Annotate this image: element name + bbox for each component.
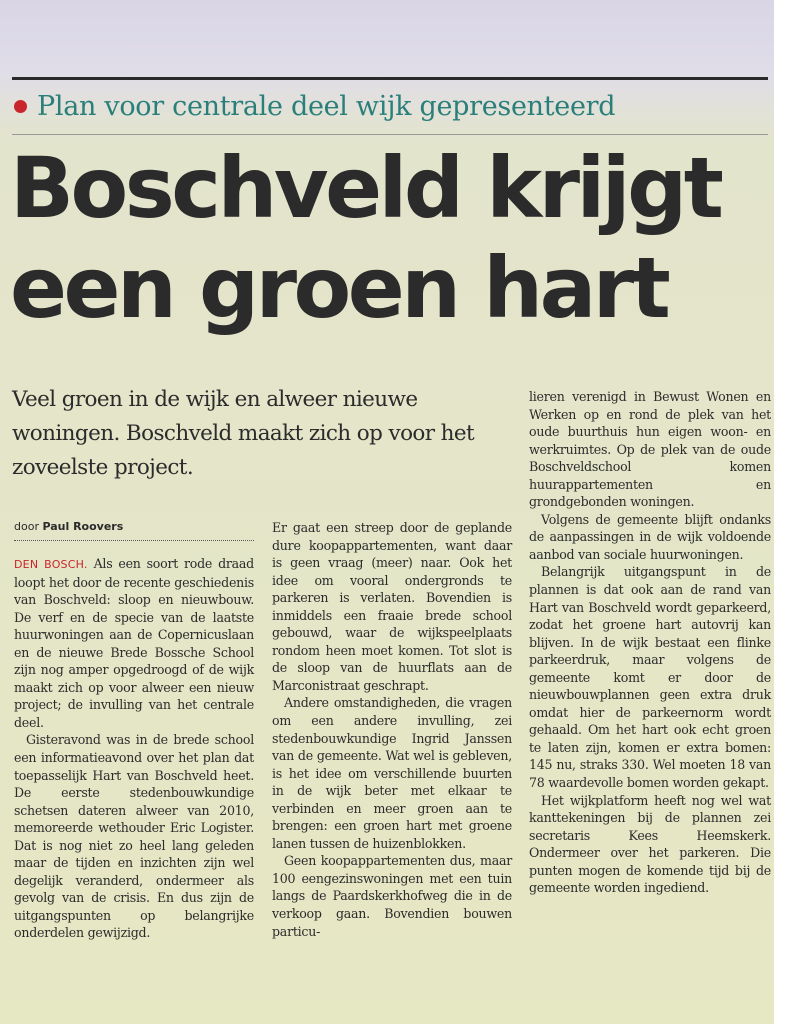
headline [10,138,770,338]
byline [14,520,254,533]
headline-line: Boschveld krijgt [10,139,721,237]
paragraph: Geen koopappartementen dus, maar 100 eengezinswoningen met een tuin langs de Paardskerkhofweg die in de verkoop gaan. Bovendien bouwen particu- [272,853,512,939]
paragraph: Andere omstandigheden, die vragen om een andere invulling, zei stedenbouwkundige Ingrid Janssen van de gemeente. Wat wel is gebleven, is het idee om verschillende buurten in de wijk beter met elkaar te verbinden en meer groen aan te brengen: een groen hart met groene lanen tussen de huizenblokken. [272,695,512,851]
top-rule [12,77,768,80]
paragraph: Gisteravond was in de brede school een informatieavond over het plan dat toepasselijk Hart van Boschveld heet. De eerste stedenbouwkundige schetsen dateren alweer van 2010, memoreerde wethouder Eric Logister. Dat is nog niet zo heel lang geleden maar de tijden en inzichten zijn wel degelijk veranderd, ondermeer als gevolg van de crisis. En dus zijn de uitgangspunten op belangrijke onderdelen gewijzigd. [14,732,254,941]
bullet-dot-icon [14,100,27,113]
scan-edge [774,0,780,1024]
column-3 [529,388,771,897]
dateline: DEN BOSCH. [14,558,88,571]
paragraph [14,555,254,731]
kicker-row [12,86,768,126]
paragraph-text: Als een soort rode draad loopt het door de recente geschiedenis van Boschveld: sloop en nieuwbouw. De verf en de specie van de laatste huurwoningen aan de Copernicuslaan en de nieuwe Brede Bossche School zijn nog amper opgedroogd of de wijk maakt zich op voor alweer een nieuw project; de invulling van het centrale deel. [14,556,254,730]
intro: Veel groen in de wijk en alweer nieuwe woningen. Boschveld maakt zich op voor het zoveelste project. [12,387,475,480]
kicker-rule [12,134,768,135]
paragraph: lieren verenigd in Bewust Wonen en Werken op en rond de plek van het oude buurthuis hun eigen woon- en werkruimtes. Op de plek van de oude Boschveldschool komen huurappartementen en grondgebonden woningen. [529,389,771,510]
paragraph: Belangrijk uitgangspunt in de plannen is dat ook aan de rand van Hart van Boschveld wordt geparkeerd, zodat het groene hart autovrij kan blijven. In de wijk bestaat een flinke parkeerdruk, maar volgens de gemeente komt er door de nieuwbouwplannen geen extra druk omdat hier de parkeernorm wordt gehaald. Om het hart ook echt groen te laten zijn, komen er extra bomen: 145 nu, straks 330. Wel moeten 18 van 78 waardevolle bomen worden gekapt. [529,564,771,791]
paragraph: Het wijkplatform heeft nog wel wat kanttekeningen bij de plannen zei secretaris Kees Heemskerk. Ondermeer over het parkeren. Die punten mogen de komende tijd bij de gemeente worden ingediend. [529,792,771,896]
byline-author: Paul Roovers [42,520,124,533]
kicker: Plan voor centrale deel wijk gepresenteerd [37,90,616,122]
paragraph: Volgens de gemeente blijft ondanks de aanpassingen in de wijk voldoende aanbod van sociale huurwoningen. [529,511,771,562]
paragraph: Er gaat een streep door de geplande dure koopappartementen, want daar is geen vraag (meer) naar. Ook het idee om vooral ondergronds te parkeren is verlaten. Bovendien is inmiddels een fraaie brede school gebouwd, waar de wijkspeelplaats rondom heen moet komen. Tot slot is de sloop van de huurflats aan de Marconistraat geschrapt. [272,520,512,693]
column-2 [272,519,512,940]
headline-line: een groen hart [10,239,668,337]
byline-rule [14,540,254,541]
column-1 [14,555,254,942]
byline-prefix: door [14,520,39,533]
